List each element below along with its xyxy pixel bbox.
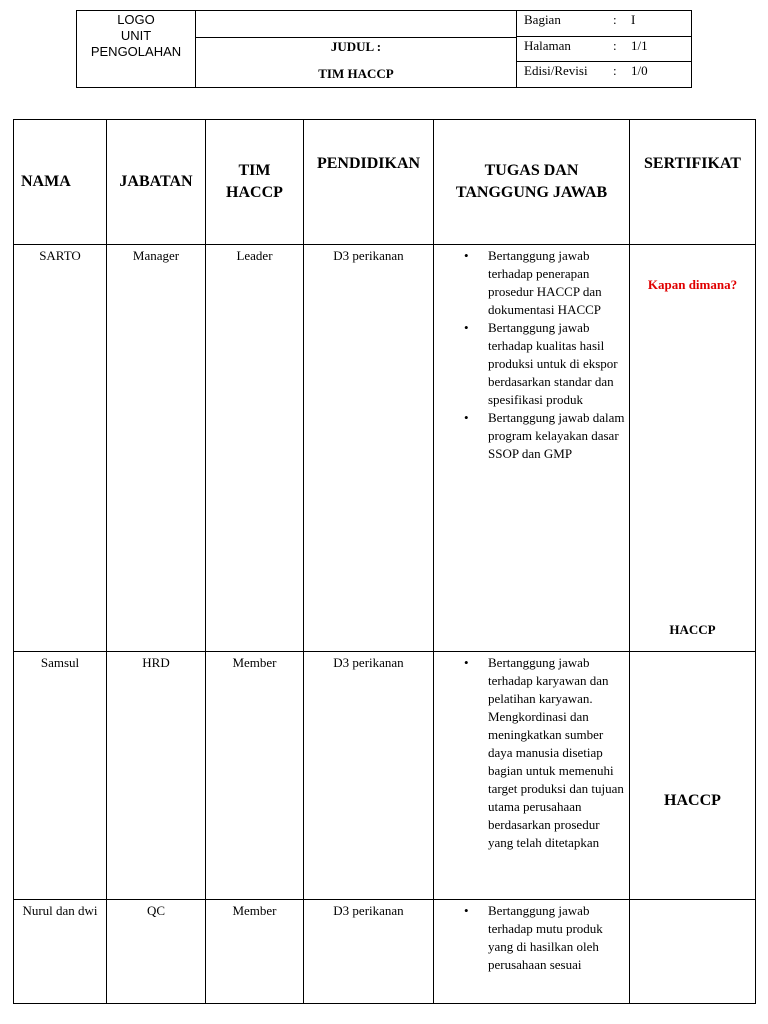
logo-line: UNIT — [120, 28, 152, 43]
meta-block — [517, 11, 691, 87]
haccp-team-table — [13, 119, 756, 1004]
duties-list — [434, 902, 629, 974]
list-item: • Bertanggung jawab terhadap kualitas hasil produksi untuk di ekspor berdasarkan standar dan spesifikasi produk — [434, 319, 629, 409]
cell-tim: Member — [206, 900, 304, 1004]
meta-label: Edisi/Revisi — [524, 63, 588, 79]
column-header-tugas: TUGAS DAN TANGGUNG JAWAB — [434, 120, 630, 245]
logo-placeholder — [77, 11, 196, 87]
table-header-row — [14, 120, 756, 245]
meta-colon: : — [613, 37, 617, 53]
table-row — [14, 900, 756, 1004]
column-header-pendidikan: PENDIDIKAN — [304, 120, 434, 245]
meta-row-edisi — [517, 62, 691, 88]
cell-tugas — [434, 900, 630, 1004]
cell-tim: Leader — [206, 245, 304, 652]
duties-list — [434, 654, 629, 852]
meta-row-bagian — [517, 11, 691, 37]
cell-jabatan: QC — [107, 900, 206, 1004]
cell-jabatan: Manager — [107, 245, 206, 652]
meta-label: Halaman — [524, 37, 571, 53]
logo-line: LOGO — [117, 12, 155, 27]
judul-label: JUDUL : — [330, 39, 382, 54]
cell-sertifikat — [630, 652, 756, 900]
cell-sertifikat — [630, 245, 756, 652]
meta-colon: : — [613, 12, 617, 27]
cell-tugas — [434, 652, 630, 900]
duties-list — [434, 247, 629, 463]
list-item: • Bertanggung jawab dalam program kelayakan dasar SSOP dan GMP — [434, 409, 629, 463]
column-header-sertifikat: SERTIFIKAT — [630, 120, 756, 245]
meta-value: 1/0 — [631, 63, 648, 79]
meta-value: 1/1 — [631, 37, 648, 53]
certificate-name: HACCP — [664, 792, 721, 809]
list-item: • Bertanggung jawab terhadap penerapan prosedur HACCP dan dokumentasi HACCP — [434, 247, 629, 319]
meta-value: I — [631, 12, 636, 27]
list-item: • Bertanggung jawab terhadap karyawan dan pelatihan karyawan. Mengkordinasi dan meningkatkan sumber daya manusia disetiap bagian untuk memenuhi target produksi dan tujuan utama perusahaan berdasarkan prosedur yang telah ditetapkan — [434, 654, 629, 852]
title-blank-row — [196, 11, 516, 38]
list-item: • Bertanggung jawab terhadap mutu produk yang di hasilkan oleh perusahaan sesuai — [434, 902, 629, 974]
column-header-jabatan: JABATAN — [107, 120, 206, 245]
cell-nama: SARTO — [14, 245, 107, 652]
logo-line: PENGOLAHAN — [90, 44, 182, 59]
cell-pendidikan: D3 perikanan — [304, 652, 434, 900]
document-title: TIM HACCP — [318, 66, 394, 81]
column-header-nama: NAMA — [14, 120, 107, 245]
document-header — [76, 10, 692, 88]
cell-nama: Samsul — [14, 652, 107, 900]
meta-row-halaman — [517, 37, 691, 63]
cell-tugas — [434, 245, 630, 652]
certificate-name: HACCP — [669, 622, 716, 637]
cell-pendidikan: D3 perikanan — [304, 245, 434, 652]
meta-label: Bagian — [524, 12, 561, 27]
cell-jabatan: HRD — [107, 652, 206, 900]
cell-nama: Nurul dan dwi — [14, 900, 107, 1004]
certificate-note: Kapan dimana? — [647, 277, 738, 292]
table-row — [14, 652, 756, 900]
cell-tim: Member — [206, 652, 304, 900]
meta-colon: : — [613, 63, 617, 79]
cell-sertifikat — [630, 900, 756, 1004]
table-row — [14, 245, 756, 652]
title-block — [196, 11, 517, 87]
cell-pendidikan: D3 perikanan — [304, 900, 434, 1004]
column-header-tim: TIM HACCP — [206, 120, 304, 245]
